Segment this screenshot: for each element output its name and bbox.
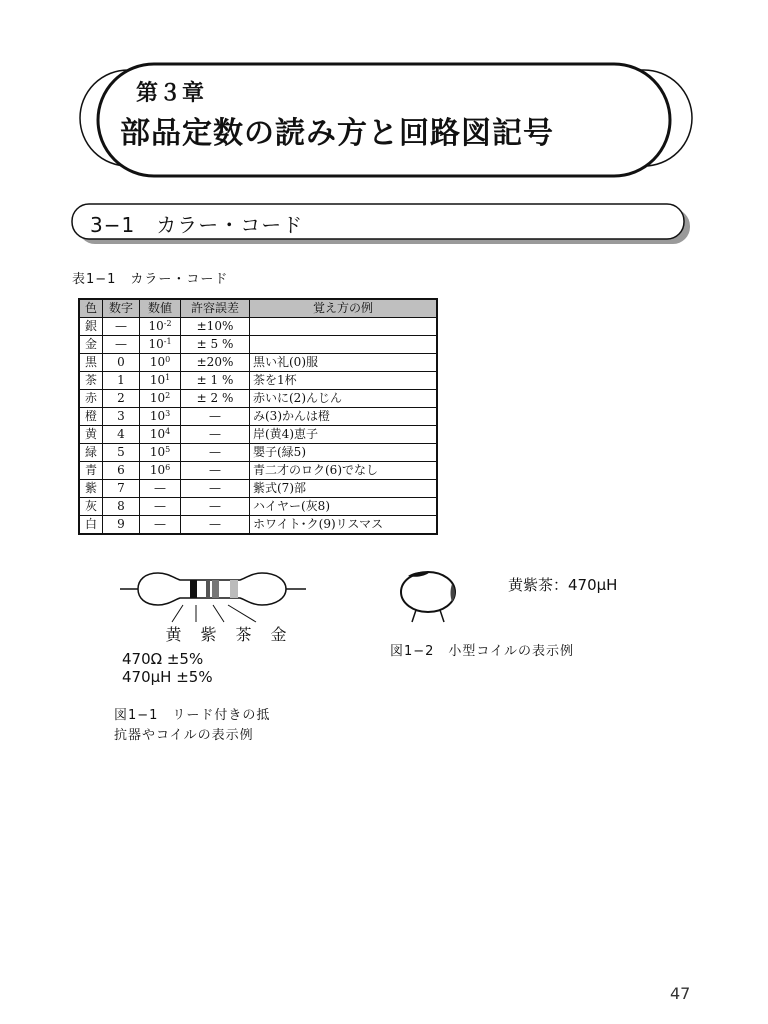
cell-tolerance: — (181, 516, 250, 535)
value-exponent: 2 (165, 391, 171, 400)
value-base: 10 (149, 355, 166, 369)
cell-digit: 5 (103, 444, 140, 462)
cell-value: — (140, 516, 181, 535)
cell-digit: 2 (103, 390, 140, 408)
value-exponent: 3 (165, 409, 171, 418)
cell-color: 金 (79, 336, 103, 354)
cell-value (140, 354, 181, 372)
cell-tolerance: — (181, 462, 250, 480)
table-row (79, 426, 437, 444)
band-label: 黄 (165, 625, 182, 644)
value-exponent: 5 (165, 445, 171, 454)
cell-value (140, 444, 181, 462)
table-row (79, 336, 437, 354)
page-number: 47 (670, 984, 691, 1003)
cell-tolerance: ± 1 % (181, 372, 250, 390)
band-label: 金 (270, 625, 287, 644)
cell-mnemonic: 岸(黄4)恵子 (250, 426, 438, 444)
figure2-caption: 図1−2 小型コイルの表示例 (390, 644, 575, 659)
table-row (79, 444, 437, 462)
cell-value: — (140, 480, 181, 498)
chapter-number: 第３章 (136, 81, 206, 106)
cell-digit: 0 (103, 354, 140, 372)
cell-mnemonic (250, 336, 438, 354)
cell-tolerance: — (181, 498, 250, 516)
value-base: 10 (149, 373, 166, 387)
cell-value (140, 462, 181, 480)
header-tolerance: 許容誤差 (181, 299, 250, 318)
cell-color: 紫 (79, 480, 103, 498)
cell-value (140, 390, 181, 408)
cell-value (140, 318, 181, 336)
cell-mnemonic: 赤いに(2)んじん (250, 390, 438, 408)
value-base: 10 (148, 319, 164, 333)
resistor-band (212, 580, 219, 598)
value-base: 10 (149, 391, 166, 405)
header-digit: 数字 (103, 299, 140, 318)
value-base: 10 (148, 337, 164, 351)
cell-mnemonic (250, 318, 438, 336)
table-row (79, 408, 437, 426)
cell-value (140, 408, 181, 426)
cell-digit: — (103, 336, 140, 354)
cell-color: 赤 (79, 390, 103, 408)
cell-color: 黒 (79, 354, 103, 372)
value-base: 10 (149, 427, 166, 441)
cell-digit: 4 (103, 426, 140, 444)
band-labels (156, 622, 296, 645)
small-coil-drawing (394, 566, 464, 626)
cell-mnemonic: ホワイト･ク(9)リスマス (250, 516, 438, 535)
cell-digit: — (103, 318, 140, 336)
table-row (79, 390, 437, 408)
resistor-spec: 470Ω ±5% (122, 650, 204, 668)
cell-color: 銀 (79, 318, 103, 336)
section-title: 3−1 カラー・コード (90, 213, 304, 237)
cell-value (140, 336, 181, 354)
resistor-band (190, 580, 197, 598)
figure1-caption-line1: 図1−1 リード付きの抵 (114, 708, 271, 723)
band-label: 茶 (235, 625, 252, 644)
cell-digit: 6 (103, 462, 140, 480)
cell-tolerance: — (181, 408, 250, 426)
chapter-title: 部品定数の読み方と回路図記号 (120, 116, 554, 151)
table-row (79, 498, 437, 516)
header-color: 色 (79, 299, 103, 318)
cell-mnemonic: 嬰子(緑5) (250, 444, 438, 462)
value-exponent: 1 (165, 373, 171, 382)
band-label: 紫 (200, 625, 217, 644)
table-row (79, 462, 437, 480)
cell-color: 白 (79, 516, 103, 535)
cell-mnemonic: 茶を1杯 (250, 372, 438, 390)
cell-tolerance: — (181, 426, 250, 444)
value-base: 10 (149, 409, 166, 423)
cell-value (140, 426, 181, 444)
value-exponent: 0 (165, 355, 171, 364)
header-value: 数値 (140, 299, 181, 318)
cell-value: — (140, 498, 181, 516)
table-row (79, 354, 437, 372)
cell-color: 緑 (79, 444, 103, 462)
cell-color: 橙 (79, 408, 103, 426)
table-header-row (79, 299, 437, 318)
header-mnemonic: 覚え方の例 (250, 299, 438, 318)
cell-digit: 8 (103, 498, 140, 516)
cell-digit: 7 (103, 480, 140, 498)
cell-value (140, 372, 181, 390)
cell-tolerance: ±10% (181, 318, 250, 336)
resistor-band (206, 580, 210, 598)
cell-mnemonic: み(3)かんは橙 (250, 408, 438, 426)
resistor-band (230, 580, 238, 598)
value-exponent: 4 (165, 427, 171, 436)
color-code-table (78, 298, 438, 535)
cell-digit: 3 (103, 408, 140, 426)
resistor-drawing (110, 560, 310, 630)
cell-digit: 1 (103, 372, 140, 390)
value-exponent: -1 (163, 337, 172, 346)
cell-tolerance: ± 5 % (181, 336, 250, 354)
cell-tolerance: — (181, 444, 250, 462)
cell-color: 黄 (79, 426, 103, 444)
cell-mnemonic: ハイヤー(灰8) (250, 498, 438, 516)
cell-mnemonic: 青二才のロク(6)でなし (250, 462, 438, 480)
cell-color: 青 (79, 462, 103, 480)
cell-color: 灰 (79, 498, 103, 516)
cell-tolerance: ±20% (181, 354, 250, 372)
table-row (79, 516, 437, 535)
cell-digit: 9 (103, 516, 140, 535)
cell-mnemonic: 紫式(7)部 (250, 480, 438, 498)
inductor-spec: 470μH ±5% (122, 668, 213, 686)
cell-color: 茶 (79, 372, 103, 390)
table-row (79, 480, 437, 498)
table-caption: 表1−1 カラー・コード (72, 272, 229, 287)
cell-tolerance: — (181, 480, 250, 498)
value-base: 10 (149, 445, 166, 459)
coil-label: 黄紫茶：470μH (508, 576, 618, 594)
figure1-caption-line2: 抗器やコイルの表示例 (114, 728, 254, 743)
table-row (79, 372, 437, 390)
cell-tolerance: ± 2 % (181, 390, 250, 408)
value-exponent: 6 (165, 463, 171, 472)
cell-mnemonic: 黒い礼(0)服 (250, 354, 438, 372)
table-row (79, 318, 437, 336)
value-base: 10 (149, 463, 166, 477)
value-exponent: -2 (163, 319, 172, 328)
